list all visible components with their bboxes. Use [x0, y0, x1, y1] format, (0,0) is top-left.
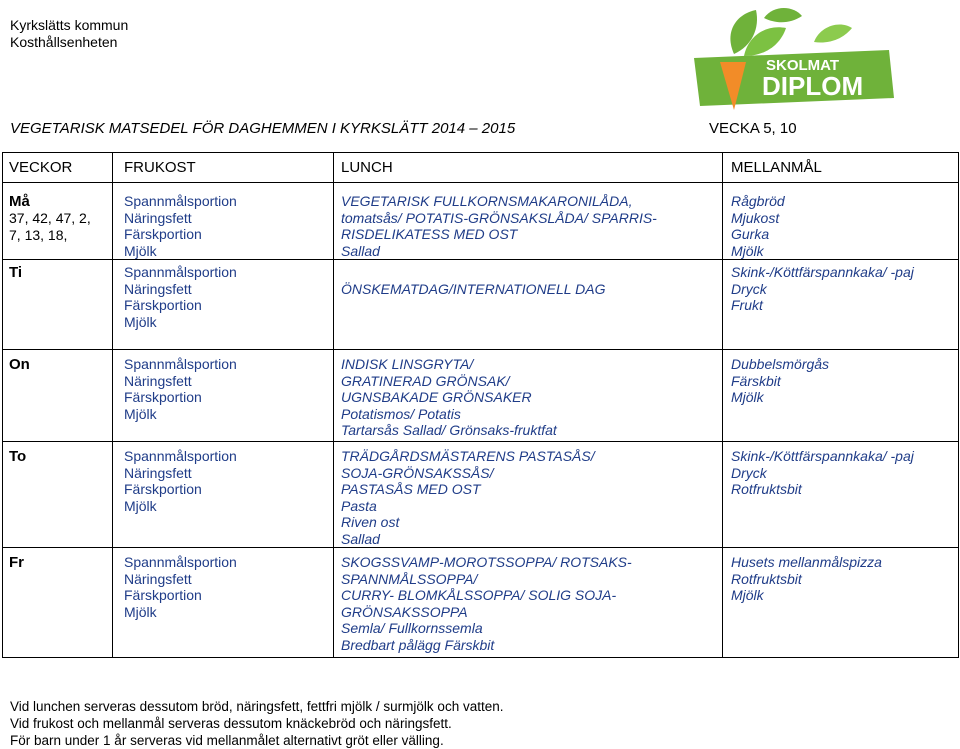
lunch-item: Tartarsås Sallad/ Grönsaks-fruktfat	[341, 422, 557, 438]
footer-note: För barn under 1 år serveras vid mellanmålet alternativt gröt eller välling.	[10, 733, 444, 748]
lunch-item: UGNSBAKADE GRÖNSAKER	[341, 389, 532, 405]
menu-table	[2, 152, 959, 658]
lunch-item: Potatismos/ Potatis	[341, 405, 461, 422]
organization-name	[10, 17, 128, 51]
snack-cell	[723, 442, 959, 548]
snack-item: Färskbit	[731, 372, 781, 389]
table-row	[3, 260, 959, 350]
snack-item: Husets mellanmålspizza	[731, 554, 882, 570]
breakfast-item: Färskportion	[124, 297, 202, 313]
breakfast-item: Färskportion	[124, 226, 202, 242]
snack-cell	[723, 548, 959, 658]
header-breakfast: FRUKOST	[113, 153, 334, 183]
snack-item: Dryck	[731, 280, 767, 297]
logo-text-diplom: DIPLOM	[762, 71, 864, 101]
snack-cell	[723, 350, 959, 442]
breakfast-item: Näringsfett	[124, 280, 192, 297]
table-row	[3, 442, 959, 548]
lunch-cell	[334, 442, 723, 548]
lunch-item: RISDELIKATESS MED OST	[341, 226, 518, 242]
day-cell	[3, 442, 113, 548]
day-cell	[3, 183, 113, 260]
lunch-item: Riven ost	[341, 514, 400, 530]
lunch-item: Semla/ Fullkornssemla	[341, 620, 483, 636]
breakfast-cell	[113, 183, 334, 260]
breakfast-item: Mjölk	[124, 405, 157, 422]
breakfast-cell	[113, 442, 334, 548]
breakfast-item: Färskportion	[124, 389, 202, 405]
snack-item: Dubbelsmörgås	[731, 356, 830, 372]
day-cell	[3, 548, 113, 658]
lunch-item: GRÖNSAKSSOPPA	[341, 603, 468, 620]
lunch-item: tomatsås/ POTATIS-GRÖNSAKSLÅDA/ SPARRIS-	[341, 209, 657, 226]
week-numbers: 37, 42, 47, 2, 7, 13, 18,	[9, 210, 91, 243]
org-line-1: Kyrkslätts kommun	[10, 17, 129, 33]
breakfast-item: Mjölk	[124, 603, 157, 620]
day-label: To	[9, 448, 27, 465]
snack-item: Frukt	[731, 297, 763, 313]
day-label: Fr	[9, 554, 24, 571]
lunch-item: SPANNMÅLSSOPPA/	[341, 570, 478, 587]
breakfast-cell	[113, 260, 334, 350]
lunch-item: Pasta	[341, 497, 377, 514]
breakfast-item: Näringsfett	[124, 209, 192, 226]
header-snack: MELLANMÅL	[723, 153, 959, 183]
breakfast-item: Spannmålsportion	[124, 448, 237, 464]
footer-notes	[10, 698, 503, 749]
snack-item: Rotfruktsbit	[731, 481, 802, 497]
table-row	[3, 548, 959, 658]
header-lunch: LUNCH	[334, 153, 723, 183]
day-cell	[3, 350, 113, 442]
breakfast-item: Spannmålsportion	[124, 264, 237, 280]
snack-item: Rotfruktsbit	[731, 570, 802, 587]
footer-note: Vid frukost och mellanmål serveras dessutom knäckebröd och näringsfett.	[10, 716, 452, 731]
lunch-cell	[334, 260, 723, 350]
lunch-item: ÖNSKEMATDAG/INTERNATIONELL DAG	[341, 281, 606, 297]
snack-item: Skink-/Köttfärspannkaka/ -paj	[731, 264, 914, 280]
org-line-2: Kosthållsenheten	[10, 34, 118, 50]
lunch-item: CURRY- BLOMKÅLSSOPPA/ SOLIG SOJA-	[341, 587, 617, 603]
lunch-item: GRATINERAD GRÖNSAK/	[341, 372, 510, 389]
day-label: Må	[9, 193, 30, 210]
table-row	[3, 183, 959, 260]
snack-item: Rågbröd	[731, 193, 785, 209]
lunch-cell	[334, 350, 723, 442]
page-title: VEGETARISK MATSEDEL FÖR DAGHEMMEN I KYRKSLÄTT 2014 – 2015	[10, 120, 516, 137]
breakfast-item: Näringsfett	[124, 464, 192, 481]
breakfast-item: Spannmålsportion	[124, 193, 237, 209]
breakfast-item: Mjölk	[124, 242, 157, 259]
breakfast-item: Färskportion	[124, 587, 202, 603]
breakfast-item: Mjölk	[124, 313, 157, 330]
day-label: Ti	[9, 264, 23, 281]
table-row	[3, 350, 959, 442]
footer-note: Vid lunchen serveras dessutom bröd, näringsfett, fettfri mjölk / surmjölk och vatten.	[10, 699, 504, 714]
day-label: On	[9, 356, 30, 373]
breakfast-item: Mjölk	[124, 497, 157, 514]
lunch-cell	[334, 183, 723, 260]
snack-item: Gurka	[731, 226, 770, 242]
snack-item: Skink-/Köttfärspannkaka/ -paj	[731, 448, 914, 464]
lunch-item: Sallad	[341, 242, 380, 259]
snack-item: Dryck	[731, 464, 767, 481]
logo-text-skolmat: SKOLMAT	[766, 57, 840, 74]
breakfast-item: Färskportion	[124, 481, 202, 497]
day-cell	[3, 260, 113, 350]
header-weeks: VECKOR	[3, 153, 113, 183]
breakfast-item: Spannmålsportion	[124, 554, 237, 570]
header-row	[3, 153, 959, 183]
lunch-item: VEGETARISK FULLKORNSMAKARONILÅDA,	[341, 193, 633, 209]
lunch-item: INDISK LINSGRYTA/	[341, 356, 474, 372]
lunch-item: SKOGSSVAMP-MOROTSSOPPA/ ROTSAKS-	[341, 554, 632, 570]
breakfast-item: Spannmålsportion	[124, 356, 237, 372]
snack-cell	[723, 260, 959, 350]
breakfast-item: Näringsfett	[124, 372, 192, 389]
lunch-cell	[334, 548, 723, 658]
snack-item: Mjölk	[731, 242, 764, 259]
snack-item: Mjölk	[731, 389, 764, 405]
skolmat-diplom-logo	[664, 2, 944, 110]
breakfast-cell	[113, 350, 334, 442]
lunch-item: Sallad	[341, 530, 380, 547]
week-label: VECKA 5, 10	[709, 120, 797, 137]
snack-item: Mjölk	[731, 587, 764, 603]
lunch-item: TRÄDGÅRDSMÄSTARENS PASTASÅS/	[341, 448, 595, 464]
lunch-item: Bredbart pålägg Färskbit	[341, 636, 495, 653]
snack-item: Mjukost	[731, 209, 780, 226]
breakfast-item: Näringsfett	[124, 570, 192, 587]
breakfast-cell	[113, 548, 334, 658]
lunch-item: SOJA-GRÖNSAKSSÅS/	[341, 464, 494, 481]
lunch-item: PASTASÅS MED OST	[341, 481, 481, 497]
snack-cell	[723, 183, 959, 260]
